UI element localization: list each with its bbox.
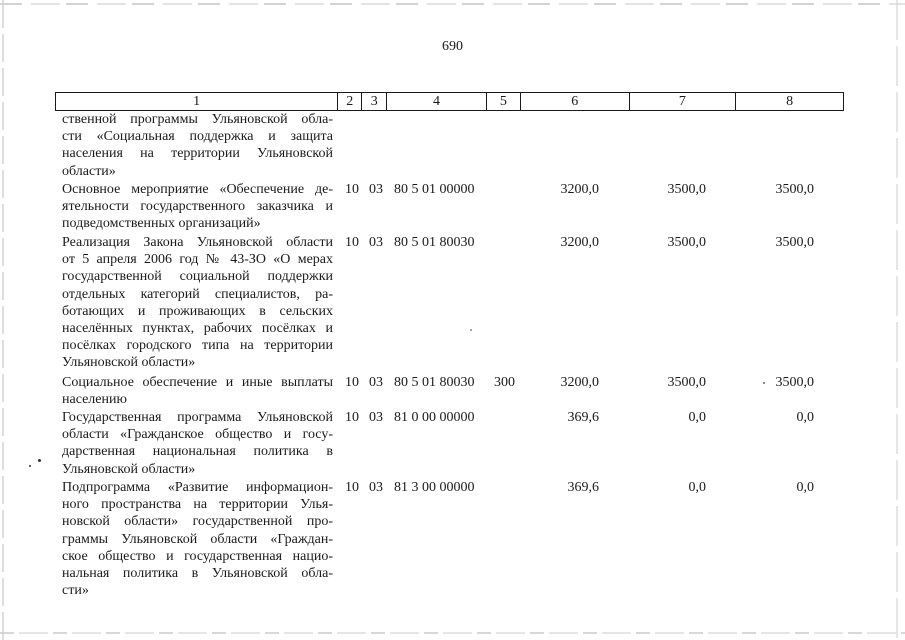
description-line: посёлках городского типа на территории	[62, 338, 333, 354]
amount-col-8: 0,0	[796, 410, 814, 425]
target-article-code: 80 5 01 00000	[394, 182, 475, 197]
section-code: 10	[345, 410, 359, 425]
amount-col-7: 3500,0	[667, 235, 706, 250]
description-line: нальная политика в Ульяновской обла-	[62, 566, 333, 582]
row-description	[62, 181, 333, 233]
amount-col-7: 0,0	[688, 410, 706, 425]
description-line: сти»	[62, 583, 89, 599]
description-line: Ульяновской области»	[62, 461, 196, 477]
amount-col-7: 0,0	[688, 480, 706, 495]
subsection-code: 03	[369, 235, 383, 250]
table-header	[55, 92, 844, 111]
description-line: Реализация Закона Ульяновской области	[62, 235, 333, 250]
target-article-code: 81 3 00 00000	[394, 480, 475, 495]
description-line: подведомственных организаций»	[62, 216, 261, 232]
description-line: ственной программы Ульяновской обла-	[62, 112, 333, 127]
description-line: Социальное обеспечение и иные выплаты	[62, 375, 333, 390]
amount-col-6: 369,6	[567, 480, 599, 495]
column-header-7: 7	[630, 93, 737, 110]
description-line: области «Гражданское общество и госу-	[62, 427, 333, 443]
column-header-3: 3	[362, 93, 387, 110]
description-line: ятельности государственного заказчика и	[62, 199, 333, 215]
column-header-8: 8	[786, 94, 794, 109]
description-line: населённых пунктах, рабочих посёлках и	[62, 321, 333, 337]
column-header-6: 6	[521, 93, 630, 110]
column-header-1: 1	[56, 93, 338, 110]
amount-col-8: 3500,0	[775, 182, 814, 197]
amount-col-6: 3200,0	[560, 375, 599, 390]
row-description	[62, 374, 333, 408]
subsection-code: 03	[369, 182, 383, 197]
section-code: 10	[345, 235, 359, 250]
scan-edge-bottom	[0, 632, 905, 634]
expense-type-code: 300	[494, 375, 515, 390]
amount-col-8: 0,0	[796, 480, 814, 495]
description-line: области»	[62, 163, 116, 179]
subsection-code: 03	[369, 480, 383, 495]
description-line: ного пространства на территории Улья-	[62, 497, 333, 513]
amount-col-7: 3500,0	[667, 182, 706, 197]
description-line: ское общество и государственная нацио-	[62, 548, 333, 564]
subsection-code: 03	[369, 410, 383, 425]
description-line: сти «Социальная поддержка и защита	[62, 129, 333, 145]
description-line: государственной социальной поддержки	[62, 269, 333, 285]
scan-speck	[763, 382, 765, 384]
subsection-code: 03	[369, 375, 383, 390]
description-line: Государственная программа Ульяновской	[62, 410, 333, 425]
target-article-code: 81 0 00 00000	[394, 410, 475, 425]
section-code: 10	[345, 375, 359, 390]
column-header-5: 5	[487, 93, 521, 110]
description-line: населения на территории Ульяновской	[62, 146, 333, 162]
section-code: 10	[345, 480, 359, 495]
description-line: новской области» государственной про-	[62, 514, 333, 530]
page-number: 690	[442, 39, 463, 54]
description-line: отдельных категорий специалистов, ра-	[62, 286, 333, 302]
scan-edge-left	[2, 0, 4, 640]
target-article-code: 80 5 01 80030	[394, 375, 475, 390]
description-line: граммы Ульяновской области «Граждан-	[62, 531, 333, 547]
column-header-2: 2	[338, 93, 362, 110]
description-line: Ульяновской области»	[62, 355, 196, 371]
scan-speck	[29, 465, 31, 467]
scan-speck	[470, 329, 472, 331]
amount-col-6: 3200,0	[560, 182, 599, 197]
description-line: Основное мероприятие «Обеспечение де-	[62, 182, 333, 197]
target-article-code: 80 5 01 80030	[394, 235, 475, 250]
section-code: 10	[345, 182, 359, 197]
row-description	[62, 111, 333, 180]
amount-col-7: 3500,0	[667, 375, 706, 390]
amount-col-6: 369,6	[567, 410, 599, 425]
description-line: Подпрограмма «Развитие информацион-	[62, 480, 333, 495]
row-description	[62, 479, 333, 599]
description-line: дарственная национальная политика в	[62, 444, 333, 460]
description-line: ботающих и проживающих в сельских	[62, 303, 333, 319]
amount-col-8: 3500,0	[775, 235, 814, 250]
row-description	[62, 234, 333, 372]
row-description	[62, 409, 333, 478]
amount-col-6: 3200,0	[560, 235, 599, 250]
scan-edge-top	[0, 3, 905, 5]
description-line: от 5 апреля 2006 год № 43-ЗО «О мерах	[62, 252, 333, 268]
scan-speck	[38, 459, 41, 462]
column-header-4: 4	[387, 93, 487, 110]
amount-col-8: 3500,0	[775, 375, 814, 390]
description-line: населению	[62, 392, 127, 408]
scan-edge-right	[896, 0, 898, 640]
